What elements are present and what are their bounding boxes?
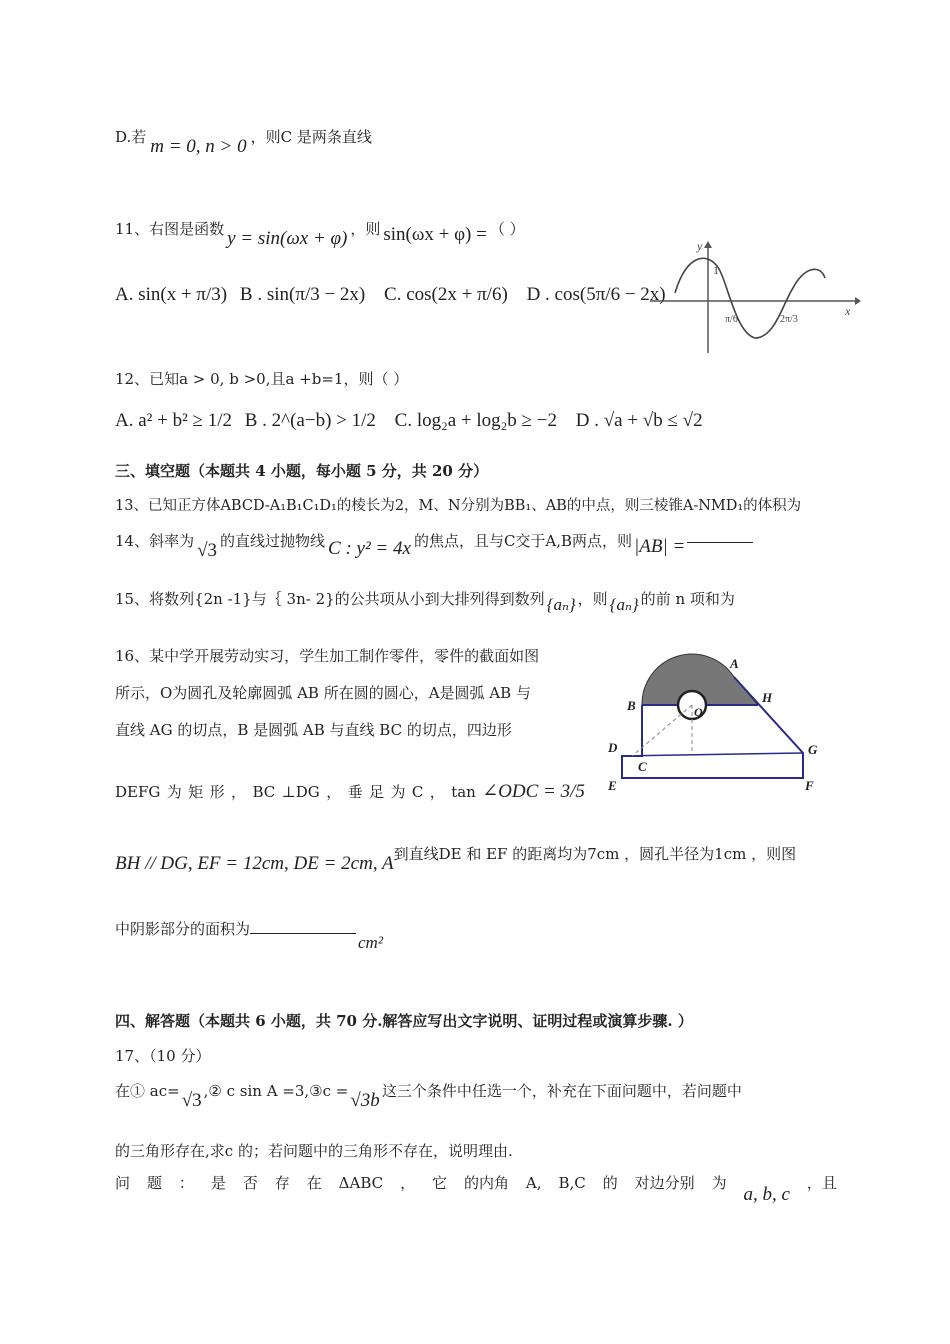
q16-line3: 直线 AG 的切点，B 是圆弧 AB 与直线 BC 的切点，四边形 [115, 721, 512, 739]
q16-l4-w0: DEFG [115, 783, 161, 801]
q14-answer-blank [687, 542, 753, 543]
q17-l3-w9: 它 [432, 1174, 448, 1192]
q16-part-figure [600, 650, 830, 795]
q11-tick2-label: 2π/3 [780, 314, 798, 325]
q11-x-label: x [845, 304, 851, 318]
q11-options [115, 284, 666, 306]
q17-l1-a: 在① ac= [115, 1082, 180, 1100]
q10-optd-prefix: D.若 [115, 128, 147, 146]
q14-mid2: 的焦点，且与C交于A,B两点，则 [413, 532, 633, 550]
q11-option-a: A. sin(x + π/3) [115, 284, 228, 305]
q16-label-h: H [762, 690, 773, 705]
q10-option-d [115, 126, 372, 157]
q12-option-a: A. a² + b² ≥ 1/2 [115, 410, 232, 431]
q16-label-o: O [694, 705, 703, 719]
q10-optd-math: m = 0, n > 0 [150, 136, 247, 157]
q17-l3-w5: 存 [274, 1174, 290, 1192]
q16-l4-w5: BC [252, 783, 276, 801]
q11-sine-graph [645, 238, 865, 358]
q17-l3-end: ，且 [806, 1174, 837, 1192]
q17-line1 [115, 1080, 742, 1111]
q16-l4-w1: 为 [166, 783, 182, 801]
q17-l3-w7: ΔABC [338, 1174, 384, 1192]
q11-option-d: D . cos(5π/6 − 2x) [526, 284, 666, 305]
q15-math1: {aₙ} [546, 595, 576, 614]
q15-text1: 15、将数列{2n -1}与｛ 3n- 2}的公共项从小到大排列得到数列 [115, 590, 545, 608]
q16-label-f: F [805, 778, 814, 793]
q11-stem-math1: y = sin(ωx + φ) [227, 228, 348, 249]
q12-stem: 12、已知a > 0, b >0,且a +b=1，则（ ） [115, 370, 409, 388]
q14-math1: √3 [197, 540, 218, 561]
q16-label-d: D [608, 740, 618, 755]
q17-l3-w8: ， [400, 1174, 416, 1192]
q11-sine-curve [675, 258, 825, 338]
q11-x-arrow [855, 297, 861, 305]
q16-line1: 16、某中学开展劳动实习，学生加工制作零件，零件的截面如图 [115, 647, 540, 665]
q16-l4-w4: ， [231, 783, 247, 801]
q16-line6 [115, 918, 383, 952]
q17-l3-w2: ： [178, 1174, 194, 1192]
q16-l5-math: BH // DG, EF = 12cm, DE = 2cm, A [115, 853, 394, 874]
q15-text3: 的前 n 项和为 [640, 590, 735, 608]
q16-label-b: B [627, 698, 636, 713]
q17-line3 [115, 1172, 837, 1205]
q16-l4-w6: ⊥DG [281, 783, 320, 801]
q11-y-label: y [697, 239, 703, 253]
q12-options [115, 410, 703, 432]
q16-l4-w10: 为 [390, 783, 406, 801]
q12-option-d: D . √a + √b ≤ √2 [575, 410, 703, 431]
q14-prefix: 14、斜率为 [115, 532, 195, 550]
q16-l4-w9: 足 [369, 783, 385, 801]
q17-l3-w6: 在 [306, 1174, 322, 1192]
q16-l4-w7: ， [326, 783, 342, 801]
q11-stem-paren: （ ） [489, 220, 525, 238]
q11-y-arrow [704, 241, 712, 248]
q17-l1-math2: √3b [350, 1090, 380, 1111]
q11-one-label: 1 [713, 263, 719, 277]
q13-text: 13、已知正方体ABCD-A₁B₁C₁D₁的棱长为2，M、N分别为BB₁、AB的中点，则三棱锥A-NMD₁的体积为 [115, 498, 802, 514]
q14-line [115, 530, 753, 561]
q17-l1-b: ,② c sin A =3,③c = [203, 1082, 349, 1100]
q11-tick1-label: π/6 [725, 314, 738, 325]
q17-l1-math1: √3 [181, 1090, 202, 1111]
q15-math2: {aₙ} [609, 595, 639, 614]
q17-l3-w4: 否 [242, 1174, 258, 1192]
q17-l3-w13: 的 [602, 1174, 618, 1192]
q17-l3-w10: 的内角 [463, 1174, 509, 1192]
q17-l3-w15: 为 [711, 1174, 727, 1192]
q15-line [115, 588, 735, 614]
q17-l3-w14: 对边分别 [634, 1174, 695, 1192]
q17-l3-math: a, b, c [743, 1184, 790, 1205]
q16-l4-w2: 矩 [188, 783, 204, 801]
q16-l4-w8: 垂 [347, 783, 363, 801]
q11-option-c: C. cos(2x + π/6) [384, 284, 508, 305]
q14-math2: C : y² = 4x [328, 538, 411, 559]
q16-l6-unit: cm² [358, 933, 383, 952]
q17-l3-w12: B,C [558, 1174, 586, 1192]
q16-l4-w13: tan [451, 783, 476, 801]
q16-line-dg [622, 753, 803, 756]
q16-line2: 所示，O为圆孔及轮廓圆弧 AB 所在圆的圆心，A是圆弧 AB 与 [115, 684, 531, 702]
section-4-title: 四、解答题（本题共 6 小题，共 70 分.解答应写出文字说明、证明过程或演算步骤. ） [115, 1012, 693, 1030]
q17-head: 17、（10 分） [115, 1047, 211, 1065]
q16-answer-blank [250, 933, 356, 934]
q17-l3-w3: 是 [210, 1174, 226, 1192]
q12-option-c: C. log₂a + log₂b ≥ −2 [394, 410, 557, 431]
q17-line2: 的三角形存在,求c 的；若问题中的三角形不存在，说明理由. [115, 1142, 513, 1160]
q16-l5-text: 到直线DE 和 EF 的距离均为7cm ，圆孔半径为1cm ，则图 [393, 845, 797, 863]
q16-l4-math: ∠ODC = 3/5 [482, 781, 585, 802]
q17-l3-w0: 问 [115, 1174, 131, 1192]
q16-line5 [115, 843, 797, 874]
q14-mid1: 的直线过抛物线 [220, 532, 326, 550]
q16-l6-text: 中阴影部分的面积为 [115, 920, 251, 938]
q11-stem [115, 218, 525, 249]
q12-option-b: B . 2^(a−b) > 1/2 [244, 410, 376, 431]
q17-l3-w1: 题 [146, 1174, 162, 1192]
q16-label-g: G [808, 742, 818, 757]
q16-l4-w11: C [411, 783, 424, 801]
q17-l1-c: 这三个条件中任选一个，补充在下面问题中，若问题中 [381, 1082, 742, 1100]
q16-label-c: C [638, 759, 647, 774]
q11-option-b: B . sin(π/3 − 2x) [239, 284, 366, 305]
q16-line4 [115, 780, 585, 803]
section-3-title: 三、填空题（本题共 4 小题，每小题 5 分，共 20 分） [115, 462, 489, 480]
q14-math3: |AB| = [634, 536, 686, 557]
q15-text2: ，则 [577, 590, 608, 608]
q11-stem-mid: ，则 [350, 220, 381, 238]
q16-l4-w3: 形 [209, 783, 225, 801]
q11-stem-math2: sin(ωx + φ) = [383, 224, 487, 245]
q17-l3-w11: A, [525, 1174, 542, 1192]
q10-optd-suffix: ，则C 是两条直线 [250, 128, 372, 146]
q16-label-e: E [608, 778, 617, 793]
q16-l4-w12: ， [429, 783, 445, 801]
q11-stem-prefix: 11、右图是函数 [115, 220, 225, 238]
q16-label-a: A [730, 656, 739, 671]
